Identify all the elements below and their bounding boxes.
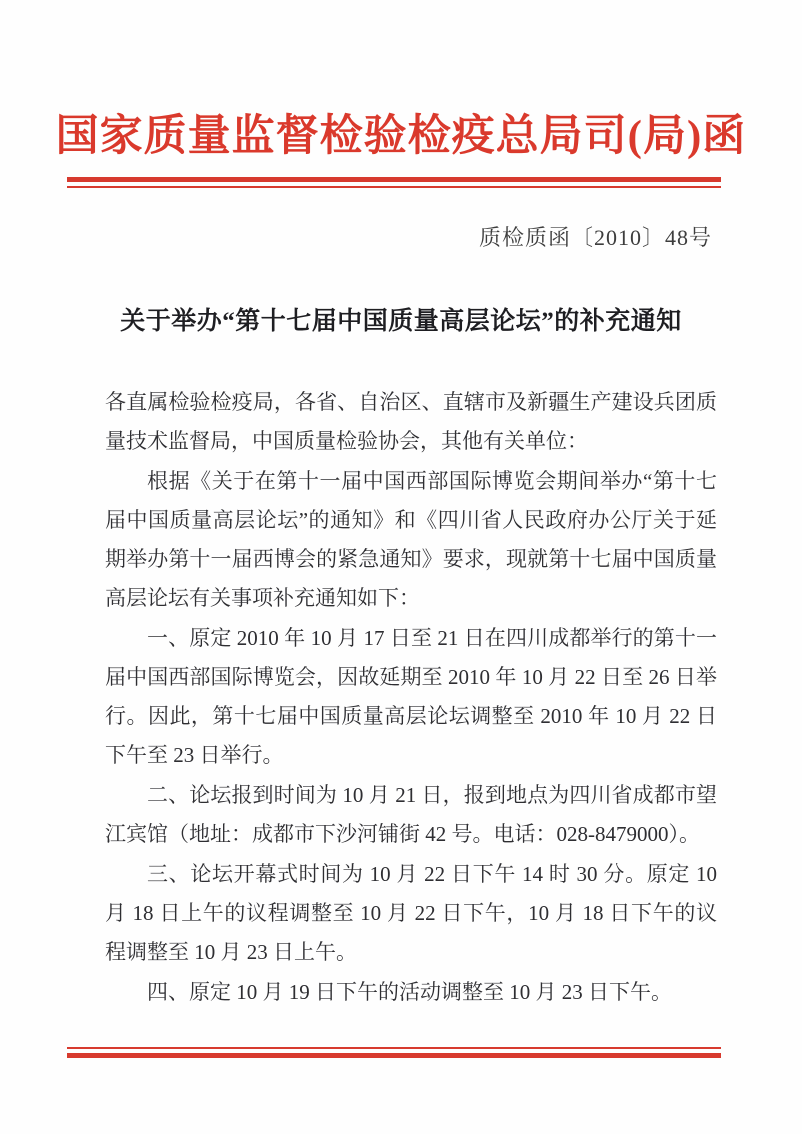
letterhead-title: 国家质量监督检验检疫总局司(局)函 [55, 113, 747, 160]
salutation: 各直属检验检疫局，各省、自治区、直辖市及新疆生产建设兵团质量技术监督局，中国质量检验协会，其他有关单位： [105, 390, 717, 453]
body-paragraph-item-1: 一、原定 2010 年 10 月 17 日至 21 日在四川成都举行的第十一届中国西部国际博览会，因故延期至 2010 年 10 月 22 日至 26 日举行。因此，第十七届中国质量高层论坛调整至 2010 年 10 月 22 日下午至 23 日举行。 [105, 626, 717, 767]
body-paragraph-item-2: 二、论坛报到时间为 10 月 21 日，报到地点为四川省成都市望江宾馆（地址：成都市下沙河铺街 42 号。电话：028-8479000）。 [105, 783, 717, 846]
body-paragraph-basis: 根据《关于在第十一届中国西部国际博览会期间举办“第十七届中国质量高层论坛”的通知》和《四川省人民政府办公厅关于延期举办第十一届西博会的紧急通知》要求，现就第十七届中国质量高层论坛有关事项补充通知如下： [105, 469, 717, 610]
separator-thick-line [67, 1053, 721, 1058]
doc-number: 质检质函〔2010〕48号 [478, 225, 712, 250]
separator-thin-line [67, 186, 721, 188]
body-paragraph-item-3: 三、论坛开幕式时间为 10 月 22 日下午 14 时 30 分。原定 10 月 18 日上午的议程调整至 10 月 22 日下午，10 月 18 日下午的议程调整至 10 月 23 日上午。 [105, 862, 717, 964]
body-paragraph-item-4: 四、原定 10 月 19 日下午的活动调整至 10 月 23 日下午。 [147, 980, 672, 1004]
footer-separator [67, 1047, 721, 1058]
document-title: 关于举办“第十七届中国质量高层论坛”的补充通知 [120, 308, 682, 335]
document-body [105, 383, 717, 1013]
letterhead-separator [67, 177, 721, 188]
